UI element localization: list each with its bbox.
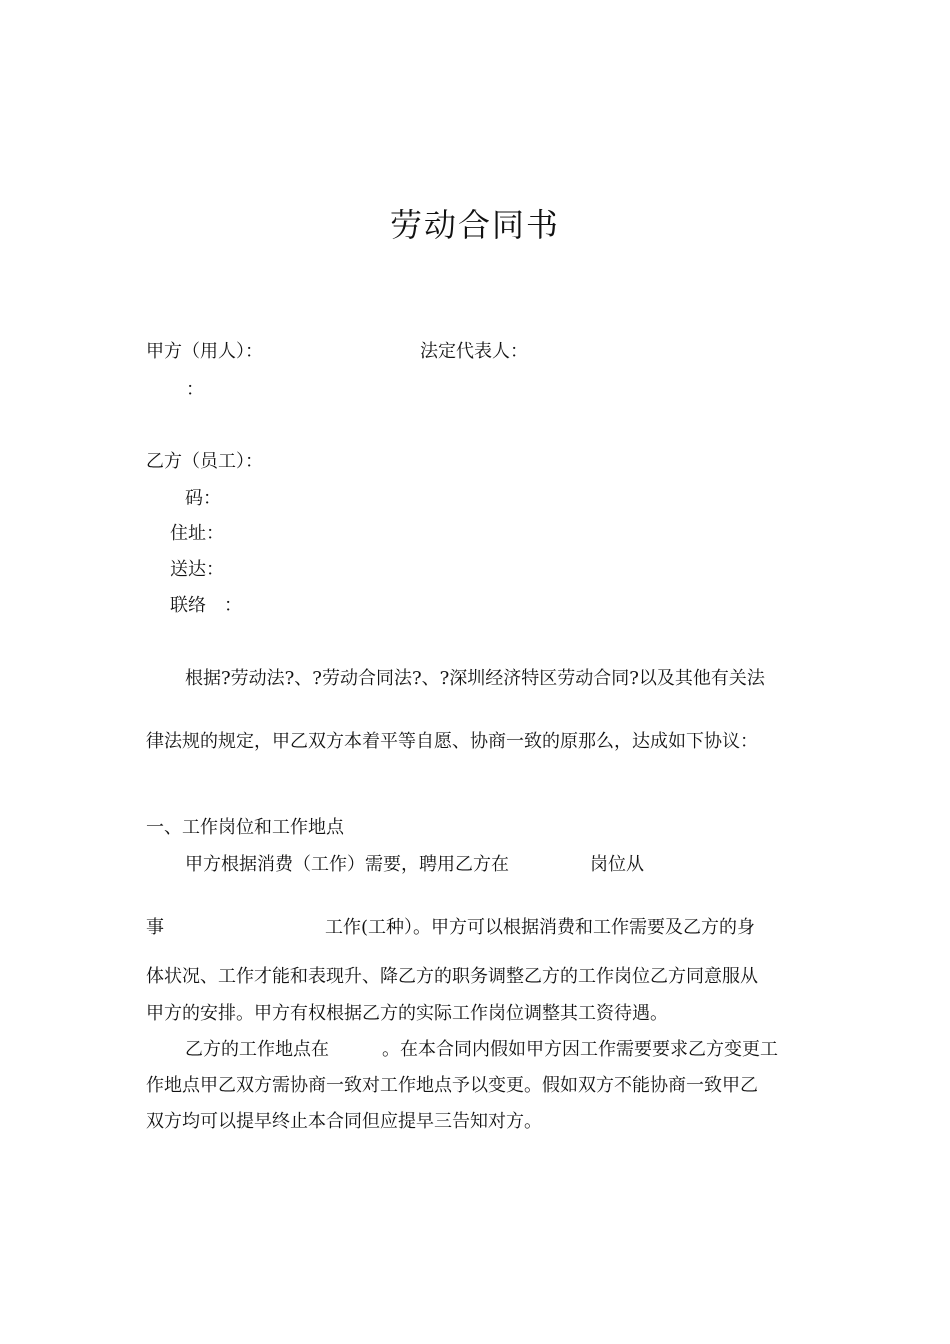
section-1-heading: 一、工作岗位和工作地点 [146, 817, 344, 838]
preamble-line-1: 根据?劳动法?、?劳动合同法?、?深圳经济特区劳动合同?以及其他有关法 [185, 668, 765, 689]
section-1-p2-line1b: 。在本合同内假如甲方因工作需要要求乙方变更工 [382, 1039, 778, 1060]
section-1-p1-line4: 甲方的安排。甲方有权根据乙方的实际工作岗位调整其工资待遇。 [146, 1003, 668, 1024]
section-1-p2-line2: 作地点甲乙双方需协商一致对工作地点予以变更。假如双方不能协商一致甲乙 [146, 1075, 758, 1096]
party-a-label: 甲方（用人）： [146, 341, 263, 362]
preamble-line-2: 律法规的规定，甲乙双方本着平等自愿、协商一致的原那么，达成如下协议： [146, 731, 758, 752]
party-b-address-label: 住址： [170, 523, 224, 544]
party-b-delivery-label: 送达： [170, 559, 224, 580]
document-title: 劳动合同书 [389, 206, 560, 244]
section-1-p1-line1b: 岗位从 [590, 854, 644, 875]
section-1-p1-line2b: 工作(工种）。甲方可以根据消费和工作需要及乙方的身 [325, 917, 756, 938]
section-1-p2-line1a: 乙方的工作地点在 [185, 1039, 329, 1060]
party-b-code-label: 码： [185, 488, 221, 509]
section-1-p1-line3: 体状况、工作才能和表现升、降乙方的职务调整乙方的工作岗位乙方同意服从 [146, 966, 758, 987]
section-1-p1-line1a: 甲方根据消费（工作）需要，聘用乙方在 [185, 854, 509, 875]
section-1-p2-line3: 双方均可以提早终止本合同但应提早三告知对方。 [146, 1111, 542, 1132]
section-1-p1-line2a: 事 [146, 917, 164, 938]
party-b-label: 乙方（员工）： [146, 451, 263, 472]
party-a-extra-label: ： [186, 379, 204, 400]
legal-representative-label: 法定代表人： [420, 341, 528, 362]
party-b-contact-label: 联络 ： [170, 595, 242, 616]
